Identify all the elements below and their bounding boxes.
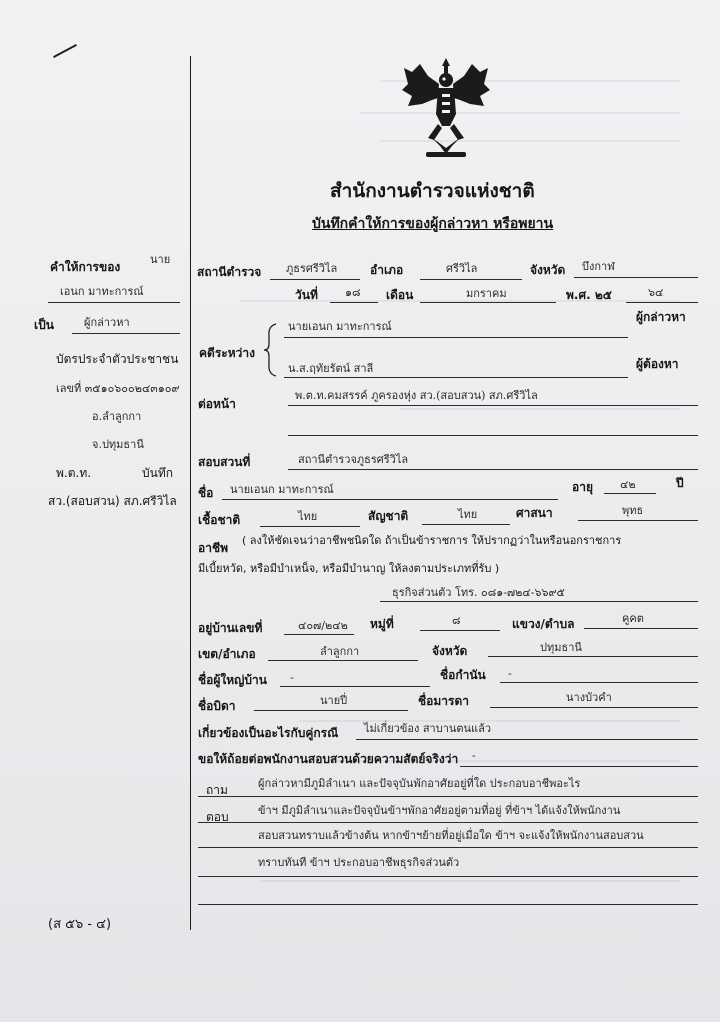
question-label: ถาม [206, 783, 228, 797]
answer-line-3: ทราบทันที ข้าฯ ประกอบอาชีพธุรกิจส่วนตัว [258, 856, 460, 869]
oath-label: ขอให้ถ้อยต่อพนักงานสอบสวนด้วยความสัตย์จริงว่า [198, 752, 459, 766]
margin-rule [190, 56, 191, 930]
name-value: นายเอนก มาทะการณ์ [230, 483, 334, 496]
headman-value: - [290, 671, 294, 684]
question-text: ผู้กล่าวหามีภูมิลำเนา และปัจจุบันพักอาศัยอยู่ที่ใด ประกอบอาชีพอะไร [258, 777, 581, 790]
mother-label: ชื่อมารดา [418, 694, 469, 708]
kamnan-value: - [508, 667, 512, 680]
accuser-role: ผู้กล่าวหา [636, 310, 686, 324]
oath-value: - [472, 749, 476, 762]
between-label: คดีระหว่าง [199, 346, 255, 360]
occupation-label: อาชีพ [198, 541, 228, 555]
answer-label: ตอบ [206, 810, 229, 824]
day-label: วันที่ [295, 288, 318, 302]
station-value: ภูธรศรีวิไล [286, 262, 338, 275]
kamnan-label: ชื่อกำนัน [440, 668, 486, 682]
year-value: ๖๔ [648, 286, 664, 299]
relation-value: ไม่เกี่ยวข้อง สาบานตนแล้ว [364, 722, 492, 735]
occupation-instruction-1: ( ลงให้ชัดเจนว่าอาชีพชนิดใด ถ้าเป็นข้าราชการ ให้ปรากฏว่าในหรือนอกราชการ [242, 534, 622, 547]
title-prefix: นาย [150, 253, 171, 266]
as-label: เป็น [34, 318, 54, 332]
father-label: ชื่อบิดา [198, 699, 236, 713]
garuda-emblem-icon [398, 54, 494, 164]
religion-label: ศาสนา [516, 506, 553, 520]
district-label: อำเภอ [370, 263, 404, 277]
id-number: เลขที่ ๓๕๑๐๖๐๐๒๔๓๑๐๙ [56, 382, 180, 395]
subdistrict-value: คูคต [622, 612, 644, 625]
father-value: นายปี่ [320, 694, 348, 707]
religion-value: พุทธ [622, 504, 644, 517]
nationality-label: สัญชาติ [368, 509, 409, 523]
moo-label: หมู่ที่ [370, 617, 394, 631]
province-addr-value: ปทุมธานี [540, 641, 582, 654]
statement-of-label: คำให้การของ [50, 260, 121, 274]
name-label: ชื่อ [198, 486, 214, 500]
officer-rank: พ.ต.ท. [56, 466, 92, 480]
day-value: ๑๘ [345, 286, 361, 299]
nationality-value: ไทย [458, 508, 478, 521]
recorded-label: บันทึก [142, 466, 173, 480]
age-value: ๔๒ [620, 478, 636, 491]
answer-line-1: ข้าฯ มีภูมิลำเนาและปัจจุบันข้าฯพักอาศัยอยู่ตามที่อยู่ ที่ข้าฯ ได้แจ้งให้พนักงาน [258, 804, 621, 817]
province-addr-label: จังหวัด [432, 644, 468, 658]
form-code: (ส ๕๖ - ๔) [48, 917, 112, 932]
officer-unit: สว.(สอบสวน) สภ.ศรีวิไล [48, 494, 177, 508]
year-label: พ.ศ. ๒๕ [566, 288, 612, 302]
margin-province: จ.ปทุมธานี [92, 438, 144, 451]
answer-line-2: สอบสวนทราบแล้วข้างต้น หากข้าฯย้ายที่อยู่เมื่อใด ข้าฯ จะแจ้งให้พนักงานสอบสวน [258, 829, 644, 842]
before-label: ต่อหน้า [198, 397, 236, 411]
occupation-value: ธุรกิจส่วนตัว โทร. ๐๘๑-๗๒๔-๖๖๙๕ [392, 586, 565, 599]
inquiry-place-value: สถานีตำรวจภูธรศรีวิไล [298, 453, 409, 466]
district-addr-label: เขต/อำเภอ [198, 647, 256, 661]
age-unit: ปี [676, 476, 684, 490]
house-no-label: อยู่บ้านเลขที่ [198, 621, 263, 635]
margin-district: อ.ลำลูกกา [92, 410, 142, 423]
relation-label: เกี่ยวข้องเป็นอะไรกับคู่กรณี [198, 726, 339, 740]
corner-mark [53, 44, 77, 58]
race-label: เชื้อชาติ [198, 513, 241, 527]
accused-role: ผู้ต้องหา [636, 357, 679, 371]
subdistrict-label: แขวง/ตำบล [512, 617, 575, 631]
race-value: ไทย [298, 510, 318, 523]
month-label: เดือน [386, 288, 414, 302]
form-title: บันทึกคำให้การของผู้กล่าวหา หรือพยาน [312, 216, 554, 232]
moo-value: ๘ [452, 614, 461, 627]
station-label: สถานีตำรวจ [197, 265, 262, 279]
inquiry-place-label: สอบสวนที่ [198, 455, 251, 469]
province-value: บึงกาฬ [582, 260, 615, 273]
district-addr-value: ลำลูกกา [320, 645, 360, 658]
margin-name: เอนก มาทะการณ์ [60, 285, 144, 298]
mother-value: นางบัวคำ [566, 691, 612, 704]
id-card-label: บัตรประจำตัวประชาชน [56, 352, 179, 366]
agency-name: สำนักงานตำรวจแห่งชาติ [330, 180, 535, 202]
age-label: อายุ [572, 480, 593, 494]
occupation-instruction-2: มีเบี้ยหวัด, หรือมีบำเหน็จ, หรือมีบำนาญ ให้ลงตามประเภทที่รับ ) [198, 562, 500, 575]
headman-label: ชื่อผู้ใหญ่บ้าน [198, 673, 267, 687]
accuser-name: นายเอนก มาทะการณ์ [288, 320, 392, 333]
accused-name: น.ส.ฤทัยรัตน์ สาลี [288, 362, 374, 375]
brace-icon [262, 322, 280, 378]
margin-role: ผู้กล่าวหา [84, 316, 130, 329]
province-label: จังหวัด [530, 263, 566, 277]
house-no-value: ๔๐๗/๒๔๒ [298, 619, 348, 632]
month-value: มกราคม [466, 287, 507, 300]
before-value: พ.ต.ท.คมสรรค์ ภูครองหุ่ง สว.(สอบสวน) สภ.ศรีวิไล [295, 389, 538, 402]
district-value: ศรีวิไล [446, 262, 478, 275]
